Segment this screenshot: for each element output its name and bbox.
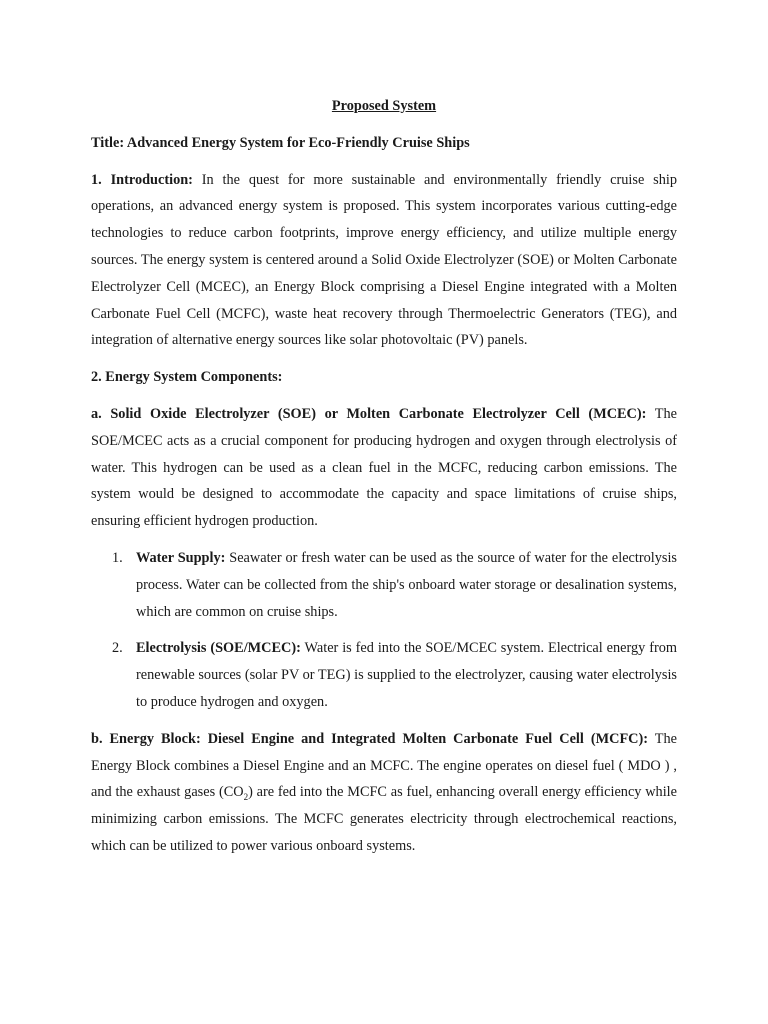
list-item-number: 1. (112, 549, 123, 566)
list-item (91, 635, 677, 715)
list-item-label: Electrolysis (SOE/MCEC): (136, 640, 301, 657)
list-item-label: Water Supply: (136, 549, 226, 566)
co2-subscript: 2 (243, 792, 249, 803)
section-a-paragraph (91, 401, 677, 535)
components-heading: 2. Energy System Components: (91, 369, 283, 386)
section-b-paragraph (91, 726, 677, 860)
section-a-steps (91, 545, 677, 716)
document-title: Title: Advanced Energy System for Eco-Friendly Cruise Ships (91, 134, 470, 151)
section-b-label: b. Energy Block: Diesel Engine and Integrated Molten Carbonate Fuel Cell (MCFC): (91, 730, 649, 747)
introduction-label: 1. Introduction: (91, 171, 193, 188)
section-a-text: The SOE/MCEC acts as a crucial component for producing hydrogen and oxygen through electrolysis of water. This hydrogen can be used as a clean fuel in the MCFC, reducing carbon emissions. The system would be designed to accommodate the capacity and space limitations of cruise ships, ensuring efficient hydrogen production. (91, 405, 677, 530)
introduction-text: In the quest for more sustainable and environmentally friendly cruise ship operations, an advanced energy system is proposed. This system incorporates various cutting-edge technologies to reduce carbon footprints, improve energy efficiency, and utilize multiple energy sources. The energy system is centered around a Solid Oxide Electrolyzer (SOE) or Molten Carbonate Electrolyzer Cell (MCEC), an Energy Block comprising a Diesel Engine integrated with a Molten Carbonate Fuel Cell (MCFC), waste heat recovery through Thermoelectric Generators (TEG), and integration of alternative energy sources like solar photovoltaic (PV) panels. (91, 171, 677, 349)
section-a-label: a. Solid Oxide Electrolyzer (SOE) or Molten Carbonate Electrolyzer Cell (MCEC): (91, 405, 647, 422)
list-item (91, 545, 677, 625)
document-heading: Proposed System (331, 98, 437, 114)
section-b-text-before: The Energy Block combines a Diesel Engine and an MCFC. The engine operates on diesel fuel ( MDO ) , and the exhaust gases (CO (91, 730, 677, 801)
introduction-paragraph (91, 167, 677, 355)
list-item-text: Seawater or fresh water can be used as the source of water for the electrolysis process. Water can be collected from the ship's onboard water storage or desalination systems, which are common on cruise ships. (136, 549, 677, 620)
list-item-number: 2. (112, 640, 123, 657)
section-b-text-after: ) are fed into the MCFC as fuel, enhancing overall energy efficiency while minimizing carbon emissions. The MCFC generates electricity through electrochemical reactions, which can be utilized to power various onboard systems. (91, 784, 677, 854)
list-item-text: Water is fed into the SOE/MCEC system. Electrical energy from renewable sources (solar PV or TEG) is supplied to the electrolyzer, causing water electrolysis to produce hydrogen and oxygen. (136, 640, 677, 710)
document-page (91, 93, 677, 870)
